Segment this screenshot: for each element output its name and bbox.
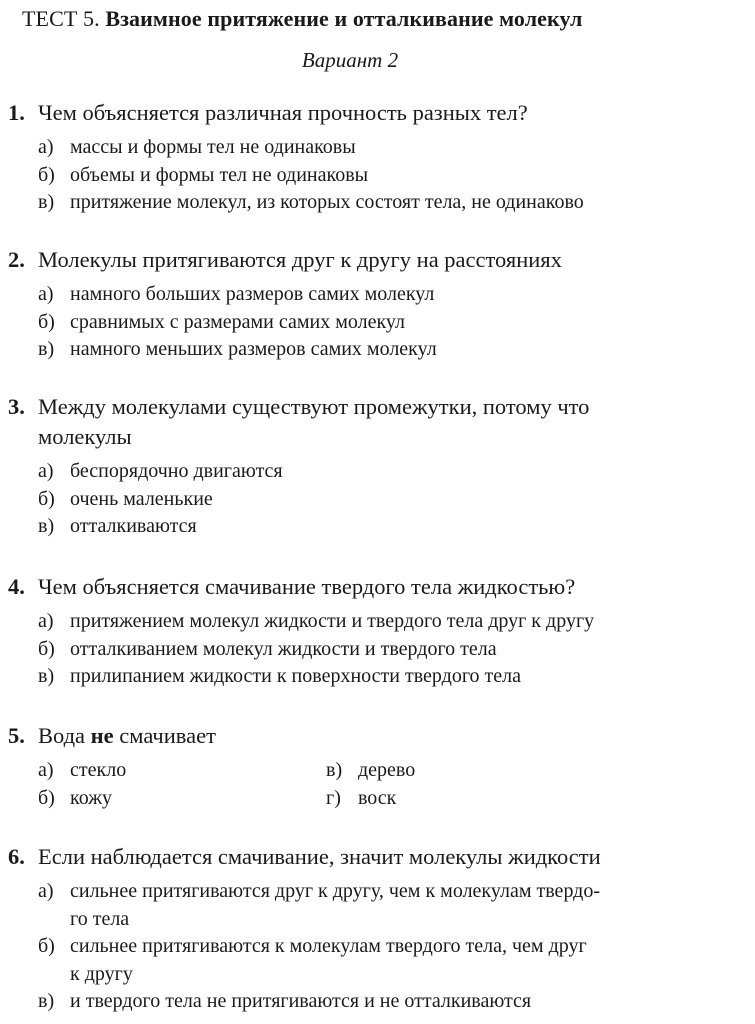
option-text: беспорядочно двигаются [70, 460, 283, 482]
question-number: 2. [8, 247, 25, 272]
question-number: 4. [8, 574, 25, 599]
option-text: сильнее притягиваются друг к другу, чем к молекулам твердо- [70, 880, 601, 902]
option-text: массы и формы тел не одинаковы [70, 136, 356, 158]
option-text: притяжение молекул, из которых состоят тела, не одинаково [70, 191, 584, 213]
option-b[interactable] [8, 486, 696, 514]
question-number: 6. [8, 844, 25, 869]
option-b[interactable] [8, 785, 326, 813]
question-6 [8, 842, 696, 1016]
question-2 [8, 245, 696, 364]
question-text-continued: молекулы [38, 424, 132, 449]
option-text: намного меньших размеров самих молекул [70, 338, 437, 360]
option-v[interactable] [326, 757, 644, 785]
question-text-end: смачивает [119, 723, 216, 748]
option-letter: б) [38, 310, 55, 333]
option-letter: б) [38, 487, 55, 510]
options-column-right [326, 757, 644, 812]
option-v[interactable] [8, 988, 696, 1016]
option-text: притяжением молекул жидкости и твердого тела друг к другу [70, 610, 595, 632]
options-list [8, 281, 696, 364]
options-list [8, 458, 696, 541]
option-a[interactable] [8, 878, 696, 906]
option-v[interactable] [8, 189, 696, 217]
option-text: объемы и формы тел не одинаковы [70, 163, 369, 186]
option-letter: б) [38, 935, 55, 957]
question-text: Молекулы притягиваются друг к другу на расстояниях [38, 247, 562, 272]
option-text: и твердого тела не притягиваются и не отталкиваются [70, 990, 532, 1012]
option-letter: в) [38, 191, 55, 213]
question-text: Если наблюдается смачивание, значит молекулы жидкости [38, 844, 601, 869]
option-a[interactable] [8, 281, 696, 309]
question-5 [8, 721, 696, 812]
question-text: Между молекулами существуют промежутки, потому что [38, 394, 590, 419]
option-a[interactable] [8, 134, 696, 162]
option-text: дерево [358, 759, 416, 781]
option-text: очень маленькие [70, 487, 213, 510]
option-letter: в) [326, 759, 343, 781]
question-text-start: Вода [38, 723, 86, 748]
options-list [8, 757, 696, 812]
question-text-emphasis: не [90, 723, 114, 748]
options-list [8, 134, 696, 217]
option-letter: б) [38, 786, 55, 809]
option-a[interactable] [8, 757, 326, 785]
option-text: намного больших размеров самих молекул [70, 283, 435, 305]
test-title: Взаимное притяжение и отталкивание молекул [105, 6, 583, 31]
options-list [8, 878, 696, 1016]
option-g[interactable] [326, 785, 644, 813]
option-letter: б) [38, 163, 55, 186]
question-number: 5. [8, 723, 25, 748]
question-3 [8, 392, 696, 541]
option-a[interactable] [8, 608, 696, 636]
option-v[interactable] [8, 513, 696, 541]
question-text [38, 723, 216, 748]
option-a-continued: го тела [70, 907, 130, 930]
option-text: прилипанием жидкости к поверхности твердого тела [70, 665, 522, 687]
option-b-continued: к другу [70, 962, 133, 985]
question-text: Чем объясняется различная прочность разных тел? [38, 100, 528, 125]
option-text: стекло [70, 759, 127, 781]
option-letter: в) [38, 515, 55, 537]
option-b[interactable] [8, 162, 696, 190]
option-v[interactable] [8, 663, 696, 691]
question-text: Чем объясняется смачивание твердого тела жидкостью? [38, 574, 576, 599]
option-letter: а) [38, 759, 54, 781]
option-letter: а) [38, 880, 54, 902]
option-text: отталкиваются [70, 515, 197, 537]
variant-label: Вариант 2 [301, 48, 399, 72]
option-a[interactable] [8, 458, 696, 486]
option-b[interactable] [8, 933, 696, 961]
question-1 [8, 98, 696, 217]
option-text: кожу [70, 786, 113, 809]
option-letter: в) [38, 665, 55, 687]
option-letter: в) [38, 990, 55, 1012]
option-text: воск [358, 786, 397, 809]
option-letter: а) [38, 283, 54, 305]
option-b[interactable] [8, 309, 696, 337]
option-letter: в) [38, 338, 55, 360]
question-number: 3. [8, 394, 25, 419]
option-letter: а) [38, 460, 54, 482]
option-v[interactable] [8, 336, 696, 364]
option-text: сильнее притягиваются к молекулам твердого тела, чем друг [70, 935, 587, 957]
options-column-left [8, 757, 326, 812]
option-letter: а) [38, 610, 54, 632]
option-text: сравнимых с размерами самих молекул [70, 310, 405, 333]
page-title [22, 6, 583, 32]
options-list [8, 608, 696, 691]
option-letter: г) [326, 786, 341, 809]
question-4 [8, 572, 696, 691]
option-text: отталкиванием молекул жидкости и твердого тела [70, 637, 497, 660]
question-number: 1. [8, 100, 25, 125]
option-letter: б) [38, 637, 55, 660]
option-letter: а) [38, 136, 54, 158]
option-b[interactable] [8, 636, 696, 664]
test-number: ТЕСТ 5. [22, 6, 100, 31]
